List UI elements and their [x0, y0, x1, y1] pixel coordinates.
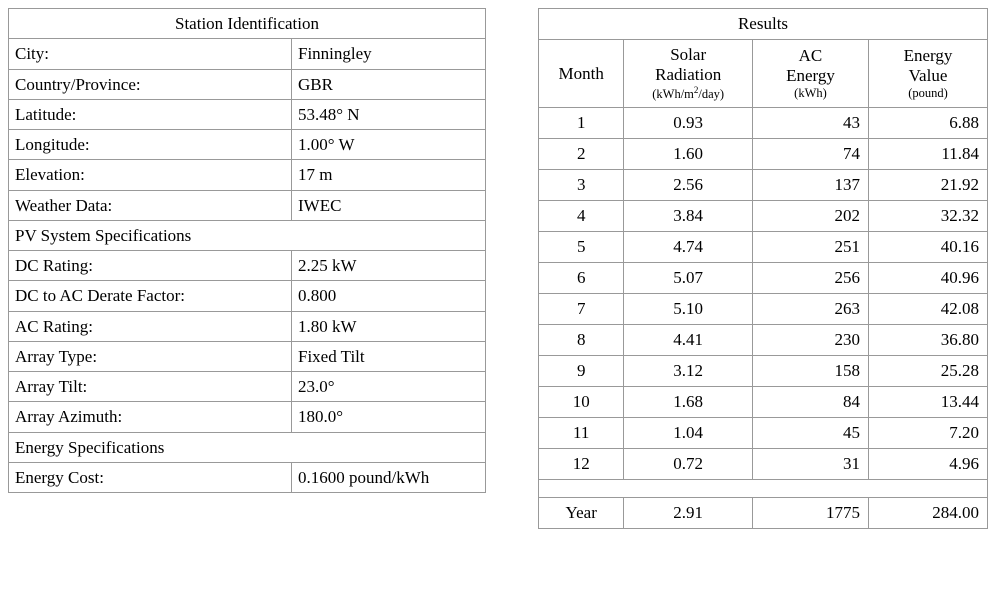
row-value: 17 m — [292, 160, 486, 190]
table-row — [9, 160, 486, 190]
cell-month: 1 — [539, 108, 624, 139]
cell-month: 4 — [539, 201, 624, 232]
cell-solar: 0.72 — [624, 449, 753, 480]
column-header-ac-line1: AC — [798, 46, 823, 66]
cell-ac-total: 1775 — [752, 498, 868, 529]
pv-section-row — [9, 220, 486, 250]
row-label: Array Azimuth: — [9, 402, 292, 432]
spacer-row — [539, 480, 988, 498]
cell-month: 10 — [539, 387, 624, 418]
table-row — [539, 356, 988, 387]
station-title-row — [9, 9, 486, 39]
table-row — [539, 325, 988, 356]
column-header-month-label: Month — [558, 63, 604, 83]
cell-solar: 5.10 — [624, 294, 753, 325]
cell-ac: 230 — [752, 325, 868, 356]
cell-ac: 43 — [752, 108, 868, 139]
cell-solar: 0.93 — [624, 108, 753, 139]
cell-solar: 3.84 — [624, 201, 753, 232]
results-panel — [538, 8, 988, 529]
cell-value-total: 284.00 — [869, 498, 988, 529]
table-row — [9, 251, 486, 281]
table-row — [539, 387, 988, 418]
cell-month: 11 — [539, 418, 624, 449]
cell-ac: 31 — [752, 449, 868, 480]
cell-ac: 263 — [752, 294, 868, 325]
row-label: Array Type: — [9, 341, 292, 371]
cell-month: 6 — [539, 263, 624, 294]
table-row — [9, 39, 486, 69]
cell-ac: 137 — [752, 170, 868, 201]
cell-ac: 74 — [752, 139, 868, 170]
row-label: DC to AC Derate Factor: — [9, 281, 292, 311]
table-row — [9, 281, 486, 311]
row-label: Longitude: — [9, 130, 292, 160]
table-row — [9, 311, 486, 341]
row-label: Energy Cost: — [9, 462, 292, 492]
row-label: Latitude: — [9, 99, 292, 129]
cell-value: 13.44 — [869, 387, 988, 418]
column-header-solar-line2: Radiation — [655, 65, 722, 84]
column-header-value — [869, 40, 988, 108]
cell-month: 12 — [539, 449, 624, 480]
cell-solar: 4.74 — [624, 232, 753, 263]
row-value: 0.1600 pound/kWh — [292, 462, 486, 492]
row-label: DC Rating: — [9, 251, 292, 281]
table-row — [539, 449, 988, 480]
row-value: GBR — [292, 69, 486, 99]
cell-ac: 251 — [752, 232, 868, 263]
station-table — [8, 8, 486, 493]
table-row — [539, 418, 988, 449]
cell-value: 4.96 — [869, 449, 988, 480]
table-row — [9, 130, 486, 160]
table-row — [539, 294, 988, 325]
column-header-month — [539, 40, 624, 108]
pv-section-title: PV System Specifications — [9, 220, 486, 250]
row-label: Array Tilt: — [9, 372, 292, 402]
cell-month: 2 — [539, 139, 624, 170]
row-value: 23.0° — [292, 372, 486, 402]
cell-value: 7.20 — [869, 418, 988, 449]
cell-value: 25.28 — [869, 356, 988, 387]
cell-solar: 1.68 — [624, 387, 753, 418]
cell-ac: 45 — [752, 418, 868, 449]
cell-ac: 202 — [752, 201, 868, 232]
total-row — [539, 498, 988, 529]
results-header-row — [539, 40, 988, 108]
column-header-value-units: (pound) — [908, 86, 948, 101]
row-value: Finningley — [292, 39, 486, 69]
cell-solar: 2.56 — [624, 170, 753, 201]
cell-month: 9 — [539, 356, 624, 387]
column-header-value-line1: Energy — [903, 46, 953, 66]
table-row — [539, 201, 988, 232]
cell-solar: 4.41 — [624, 325, 753, 356]
cell-month: 8 — [539, 325, 624, 356]
column-header-ac-units: (kWh) — [794, 86, 827, 101]
row-value: 53.48° N — [292, 99, 486, 129]
results-title-row — [539, 9, 988, 40]
energy-section-row — [9, 432, 486, 462]
row-value: IWEC — [292, 190, 486, 220]
column-header-solar-line1: Solar — [670, 45, 707, 64]
cell-value: 36.80 — [869, 325, 988, 356]
row-value: 1.00° W — [292, 130, 486, 160]
results-table — [538, 8, 988, 529]
table-row — [9, 402, 486, 432]
station-title: Station Identification — [9, 9, 486, 39]
energy-section-title: Energy Specifications — [9, 432, 486, 462]
table-row — [9, 462, 486, 492]
table-row — [539, 263, 988, 294]
table-row — [9, 190, 486, 220]
cell-ac: 158 — [752, 356, 868, 387]
row-value: 0.800 — [292, 281, 486, 311]
table-row — [539, 170, 988, 201]
table-row — [9, 372, 486, 402]
station-panel — [8, 8, 486, 493]
row-value: 2.25 kW — [292, 251, 486, 281]
row-label: Weather Data: — [9, 190, 292, 220]
column-header-solar-units: $(kWh/m^2/day)$ — [652, 85, 725, 102]
cell-solar-total: 2.91 — [624, 498, 753, 529]
table-row — [539, 108, 988, 139]
cell-value: 42.08 — [869, 294, 988, 325]
cell-ac: 84 — [752, 387, 868, 418]
cell-solar: 3.12 — [624, 356, 753, 387]
row-label: Elevation: — [9, 160, 292, 190]
cell-value: 6.88 — [869, 108, 988, 139]
results-title: Results — [539, 9, 988, 40]
cell-value: 40.96 — [869, 263, 988, 294]
cell-value: 40.16 — [869, 232, 988, 263]
row-label: AC Rating: — [9, 311, 292, 341]
cell-ac: 256 — [752, 263, 868, 294]
row-value: Fixed Tilt — [292, 341, 486, 371]
cell-value: 21.92 — [869, 170, 988, 201]
row-value: 1.80 kW — [292, 311, 486, 341]
cell-value: 11.84 — [869, 139, 988, 170]
table-row — [539, 139, 988, 170]
cell-solar: 1.60 — [624, 139, 753, 170]
cell-solar: 1.04 — [624, 418, 753, 449]
column-header-solar — [624, 40, 753, 108]
row-label: Country/Province: — [9, 69, 292, 99]
table-row — [539, 232, 988, 263]
table-row — [9, 69, 486, 99]
cell-month: 3 — [539, 170, 624, 201]
table-row — [9, 99, 486, 129]
cell-month: 7 — [539, 294, 624, 325]
cell-value: 32.32 — [869, 201, 988, 232]
row-label: City: — [9, 39, 292, 69]
table-row — [9, 341, 486, 371]
cell-month-total: Year — [539, 498, 624, 529]
column-header-ac-line2: Energy — [786, 66, 835, 86]
cell-month: 5 — [539, 232, 624, 263]
row-value: 180.0° — [292, 402, 486, 432]
cell-solar: 5.07 — [624, 263, 753, 294]
column-header-value-line2: Value — [908, 66, 948, 86]
column-header-ac — [752, 40, 868, 108]
